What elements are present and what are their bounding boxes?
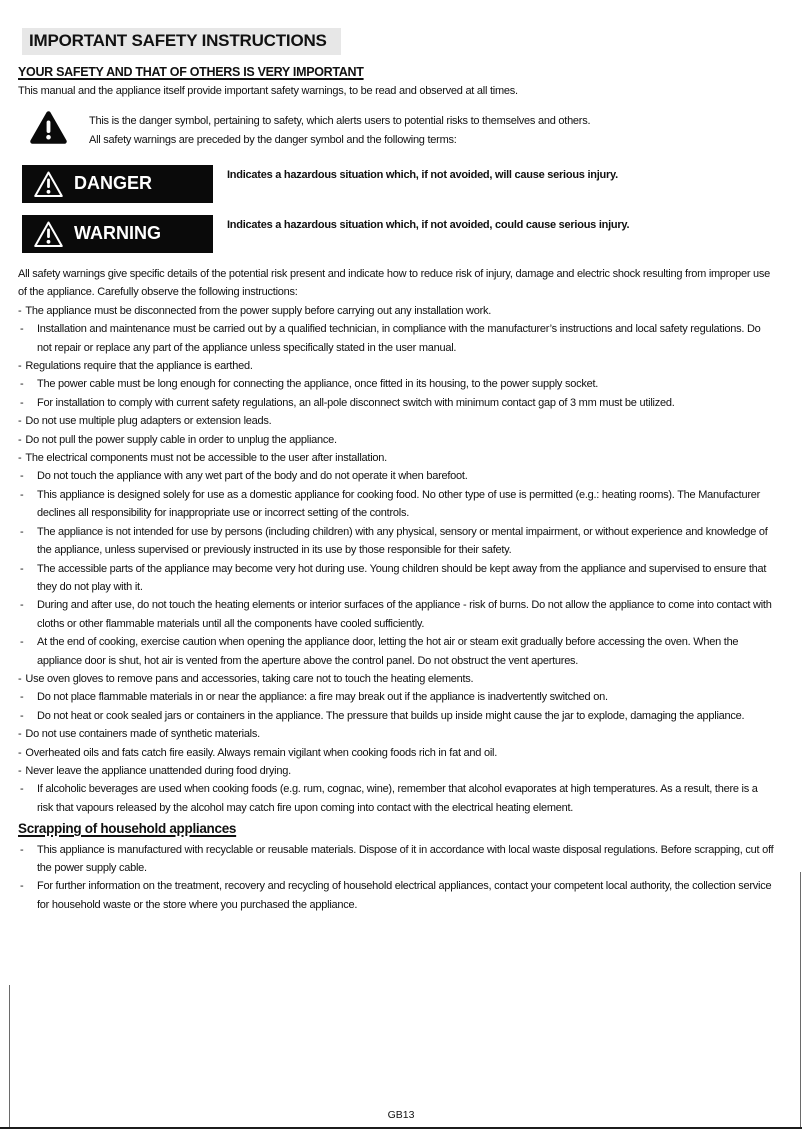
safety-list-item xyxy=(18,744,776,762)
safety-list-item xyxy=(18,523,776,560)
safety-list-item xyxy=(18,486,776,523)
safety-instruction-list xyxy=(18,302,776,817)
bottom-page-rule xyxy=(0,1127,802,1129)
signal-word-rows xyxy=(18,165,776,253)
safety-list-item xyxy=(18,412,776,430)
signal-word-description: Indicates a hazardous situation which, if not avoided, will cause serious injury. xyxy=(227,169,618,181)
page-number: GB13 xyxy=(387,1109,415,1121)
safety-list-item-text: Overheated oils and fats catch fire easily. Always remain vigilant when cooking foods rich in fat and oil. xyxy=(25,746,498,759)
safety-list-item-text: Use oven gloves to remove pans and accessories, taking care not to touch the heating elements. xyxy=(25,672,474,685)
safety-list-item xyxy=(18,357,776,375)
warning-triangle-icon xyxy=(33,220,64,249)
safety-list-item xyxy=(18,725,776,743)
safety-list-item xyxy=(18,431,776,449)
list-dash-marker xyxy=(18,320,37,357)
list-dash-marker xyxy=(18,596,37,633)
list-dash-marker xyxy=(18,725,21,743)
safety-list-item xyxy=(18,375,776,393)
list-dash-marker xyxy=(18,633,37,670)
list-dash-marker xyxy=(18,375,37,393)
list-dash-marker xyxy=(18,302,21,320)
safety-list-item xyxy=(18,780,776,817)
safety-list-item xyxy=(18,762,776,780)
safety-list-item-text: The accessible parts of the appliance may become very hot during use. Young children should be kept away from the appliance and supervised to ensure that they do not play with it. xyxy=(37,562,767,593)
list-dash-marker xyxy=(18,467,37,485)
safety-list-item-text: If alcoholic beverages are used when cooking foods (e.g. rum, cognac, wine), remember that alcohol evaporates at high temperatures. As a result, there is a risk that vapours released by the alcohol may catch fire upon coming into contact with the electrical heating element. xyxy=(37,783,758,814)
list-dash-marker xyxy=(18,877,37,914)
list-dash-marker xyxy=(18,412,21,430)
safety-list-item-text: Regulations require that the appliance is earthed. xyxy=(25,360,253,373)
list-dash-marker xyxy=(18,670,21,688)
signal-word-row xyxy=(22,165,776,203)
warning-triangle-icon xyxy=(33,170,64,199)
list-dash-marker xyxy=(18,523,37,560)
list-dash-marker xyxy=(18,744,21,762)
safety-list-item xyxy=(18,302,776,320)
list-dash-marker xyxy=(18,560,37,597)
safety-list-item xyxy=(18,596,776,633)
safety-instructions-block xyxy=(18,265,776,914)
safety-list-item xyxy=(18,707,776,725)
signal-word-label: WARNING xyxy=(74,223,161,243)
safety-list-item-text: At the end of cooking, exercise caution when opening the appliance door, letting the hot air or steam exit gradually before accessing the oven. When the appliance door is shut, hot air is vented from the aperture above the control panel. Do not obstruct the vent apertures. xyxy=(37,636,739,667)
signal-word-row xyxy=(22,215,776,253)
safety-list-item-text: Never leave the appliance unattended during food drying. xyxy=(25,764,291,777)
list-dash-marker xyxy=(18,707,37,725)
safety-list-item-text: This appliance is designed solely for use as a domestic appliance for cooking food. No other type of use is permitted (e.g.: heating rooms). The Manufacturer declines all responsibility for inappropriate use or incorrect setting of the controls. xyxy=(37,488,761,520)
safety-list-item xyxy=(18,560,776,597)
safety-list-item xyxy=(18,394,776,412)
danger-symbol-note xyxy=(89,111,590,149)
list-dash-marker xyxy=(18,688,37,706)
safety-list-item xyxy=(18,467,776,485)
danger-symbol-note-line1: This is the danger symbol, pertaining to safety, which alerts users to potential risks to themselves and others. xyxy=(89,115,591,127)
safety-list-item-text: Installation and maintenance must be carried out by a qualified technician, in compliance with the manufacturer’s instructions and local safety regulations. Do not repair or replace any part of the appliance unless specifically stated in the user manual. xyxy=(37,323,761,354)
safety-list-item xyxy=(18,633,776,670)
signal-word-box xyxy=(22,215,213,253)
safety-list-item xyxy=(18,688,776,706)
scrapping-list-item xyxy=(18,877,776,914)
list-dash-marker xyxy=(18,780,37,817)
intro-paragraph: This manual and the appliance itself provide important safety warnings, to be read and observed at all times. xyxy=(18,85,518,97)
safety-list-item-text: Do not use multiple plug adapters or extension leads. xyxy=(25,415,272,428)
page-title: IMPORTANT SAFETY INSTRUCTIONS xyxy=(22,28,341,55)
list-dash-marker xyxy=(18,762,21,780)
danger-symbol-note-line2: All safety warnings are preceded by the danger symbol and the following terms: xyxy=(89,133,457,146)
danger-triangle-icon xyxy=(30,111,67,145)
safety-list-item-text: Do not touch the appliance with any wet part of the body and do not operate it when barefoot. xyxy=(37,470,468,483)
danger-symbol-row xyxy=(18,111,776,149)
safety-list-item-text: Do not heat or cook sealed jars or containers in the appliance. The pressure that builds up inside might cause the jar to explode, damaging the appliance. xyxy=(37,709,745,722)
list-dash-marker xyxy=(18,449,21,467)
right-page-rule xyxy=(800,872,801,1127)
signal-word-box xyxy=(22,165,213,203)
safety-list-item xyxy=(18,449,776,467)
scrapping-list xyxy=(18,841,776,915)
list-dash-marker xyxy=(18,431,21,449)
signal-word-label: DANGER xyxy=(74,173,153,193)
safety-importance-heading: YOUR SAFETY AND THAT OF OTHERS IS VERY IMPORTANT xyxy=(18,65,364,79)
scrapping-heading: Scrapping of household appliances xyxy=(18,821,237,837)
safety-list-item-text: The electrical components must not be accessible to the user after installation. xyxy=(25,452,387,465)
safety-list-item-text: For installation to comply with current safety regulations, an all-pole disconnect switch with minimum contact gap of 3 mm must be utilized. xyxy=(37,396,675,409)
list-dash-marker xyxy=(18,486,37,523)
scrapping-list-item-text: This appliance is manufactured with recyclable or reusable materials. Dispose of it in accordance with local waste disposal regulations. Before scrapping, cut off the power supply cable. xyxy=(37,843,774,874)
safety-list-item-text: During and after use, do not touch the heating elements or interior surfaces of the appliance - risk of burns. Do not allow the appliance to come into contact with cloths or other flammable materials until all the components have cooled sufficiently. xyxy=(37,599,772,630)
safety-list-item-text: Do not use containers made of synthetic materials. xyxy=(25,728,260,741)
list-dash-marker xyxy=(18,841,37,878)
safety-lead-paragraph: All safety warnings give specific details of the potential risk present and indicate how to reduce risk of injury, damage and electric shock resulting from improper use of the appliance. Carefully observe the following instructions: xyxy=(18,268,771,299)
safety-list-item-text: Do not place flammable materials in or near the appliance: a fire may break out if the appliance is inadvertently switched on. xyxy=(37,691,608,704)
scrapping-list-item-text: For further information on the treatment, recovery and recycling of household electrical appliances, contact your competent local authority, the collection service for household waste or the store where you purchased the appliance. xyxy=(37,880,772,911)
safety-list-item xyxy=(18,670,776,688)
safety-list-item xyxy=(18,320,776,357)
safety-list-item-text: Do not pull the power supply cable in order to unplug the appliance. xyxy=(25,433,337,446)
list-dash-marker xyxy=(18,394,37,412)
left-page-rule xyxy=(9,985,10,1127)
signal-word-description: Indicates a hazardous situation which, if not avoided, could cause serious injury. xyxy=(227,219,630,231)
safety-list-item-text: The power cable must be long enough for connecting the appliance, once fitted in its housing, to the power supply socket. xyxy=(37,378,599,391)
safety-list-item-text: The appliance must be disconnected from the power supply before carrying out any installation work. xyxy=(25,304,492,317)
scrapping-list-item xyxy=(18,841,776,878)
list-dash-marker xyxy=(18,357,21,375)
safety-list-item-text: The appliance is not intended for use by persons (including children) with any physical, sensory or mental impairment, or without experience and knowledge of the appliance, unless supervised or previously instructed in its use by those responsible for their safety. xyxy=(37,525,768,557)
